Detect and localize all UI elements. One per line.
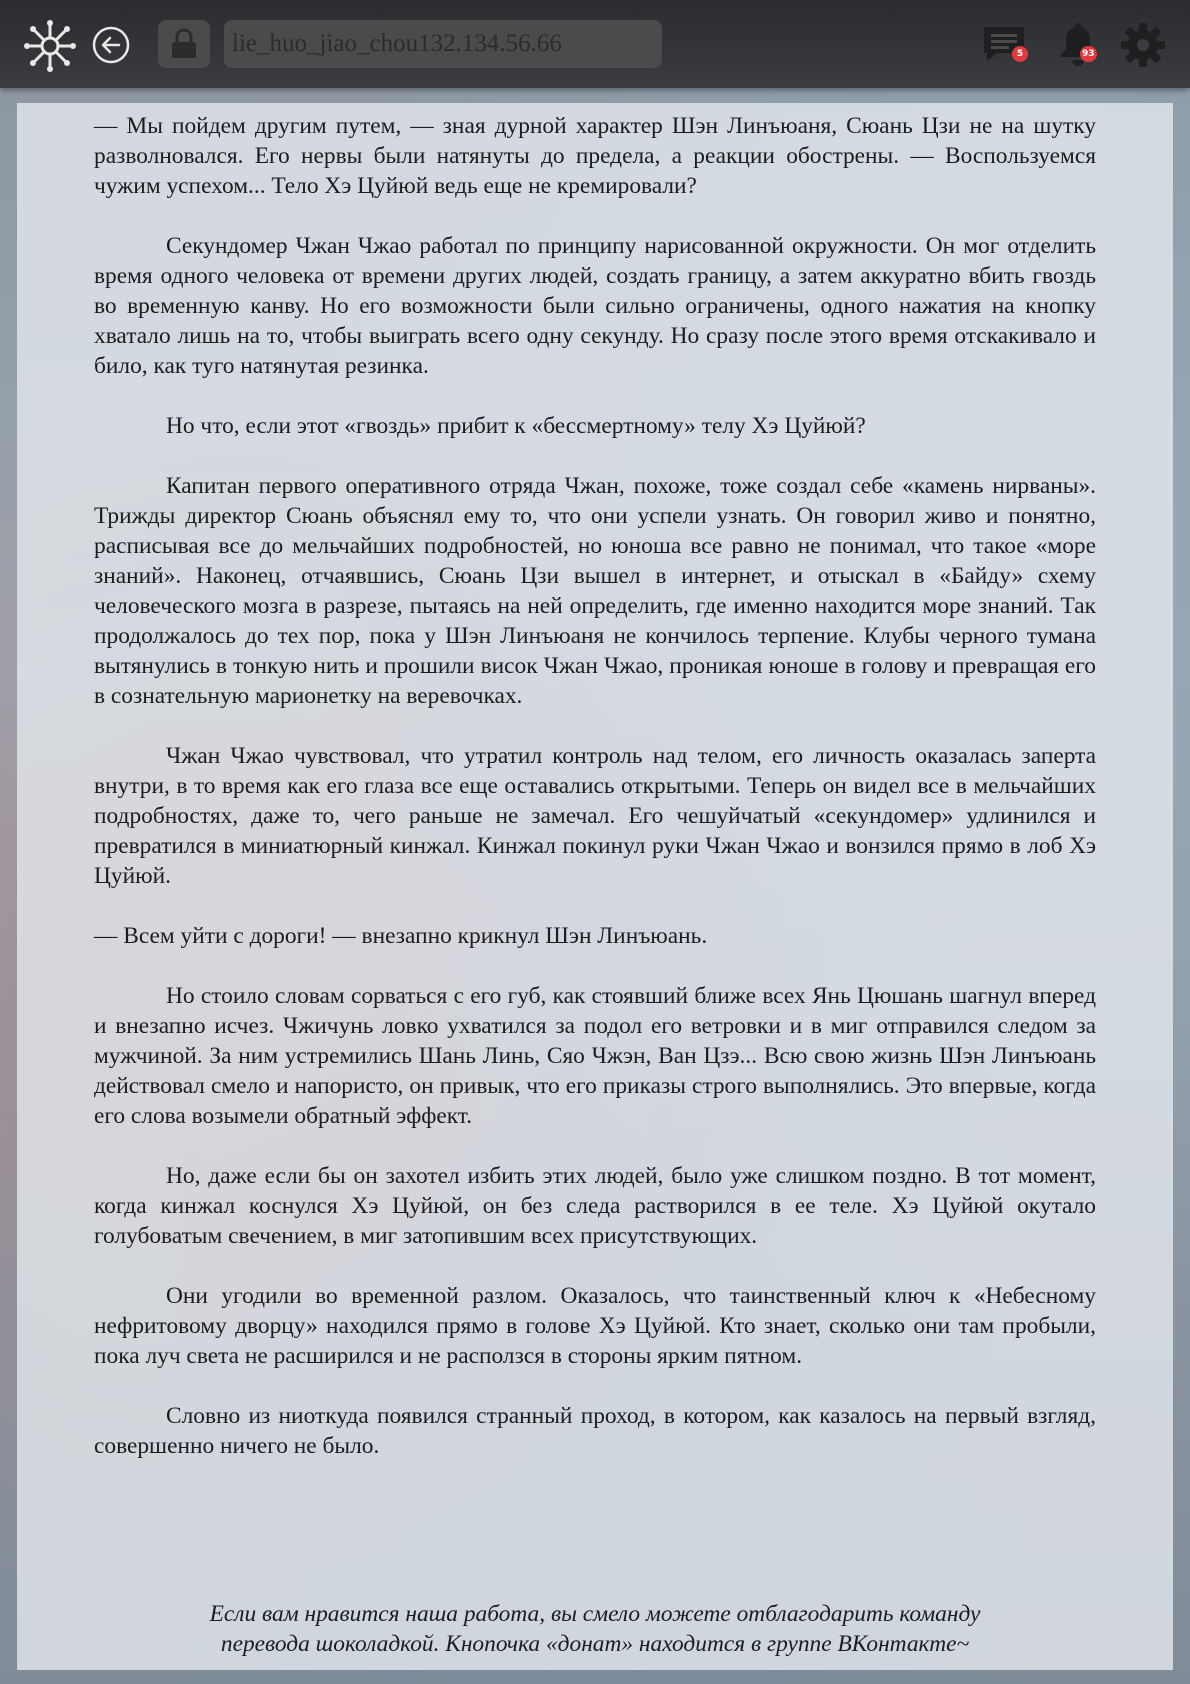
paragraph-8: Но, даже если бы он захотел избить этих людей, было уже слишком поздно. В тот момент, когда кинжал коснулся Хэ Цуйюй, он без следа растворился в ее теле. Хэ Цуйюй окутало голубоватым свечением, в миг затопившим всех присутствующих. [94,1163,1096,1249]
paragraph-10: Словно из ниоткуда появился странный проход, в котором, как казалось на первый взгляд, совершенно ничего не было. [94,1403,1096,1459]
back-arrow-icon [91,25,131,65]
paragraph-1: — Мы пойдем другим путем, — зная дурной характер Шэн Линъюаня, Сюань Цзи не на шутку разволновался. Его нервы были натянуты до предела, а реакции обострены. — Воспользуемся чужим успехом... Тело Хэ Цуйюй ведь еще не кремировали? [94,113,1096,199]
paragraph-7: Но стоило словам сорваться с его губ, как стоявший ближе всех Янь Цюшань шагнул вперед и внезапно исчез. Чжичунь ловко ухватился за подол его ветровки и в миг отправился следом за мужчиной. За ним устремились Шань Линь, Сяо Чжэн, Ван Цзэ... Всю свою жизнь Шэн Линъюань действовал смело и напористо, он привык, что его приказы строго выполнялись. Это впервые, когда его слова возымели обратный эффект. [94,983,1096,1129]
donation-note [17,1599,1173,1659]
notifications-button[interactable] [1054,18,1102,68]
address-input[interactable] [224,20,662,68]
top-toolbar [0,0,1190,88]
notification-count-badge: 93 [1080,46,1097,62]
paragraph-6: — Всем уйти с дороги! — внезапно крикнул Шэн Линъюань. [94,923,708,949]
settings-button[interactable] [1118,20,1168,70]
paragraph-4: Капитан первого оперативного отряда Чжан, похоже, тоже создал себе «камень нирваны». Трижды директор Сюань объяснял ему то, что они успели узнать. Он говорил живо и понятно, расписывая все до мельчайших подробностей, но юноша все равно не понимал, что такое «море знаний». Наконец, отчаявшись, Сюань Цзи вышел в интернет, и отыскал в «Байду» схему человеческого мозга в разрезе, пытаясь на ней определить, где именно находится море знаний. Так продолжалось до тех пор, пока у Шэн Линъюаня не кончилось терпение. Клубы черного тумана вытянулись в тонкую нить и прошили висок Чжан Чжао, проникая юноше в голову и превращая его в сознательную марионетку на веревочках. [94,473,1096,709]
paragraph-3: Но что, если этот «гвоздь» прибит к «бессмертному» телу Хэ Цуйюй? [166,413,866,439]
network-logo-icon[interactable] [22,18,78,74]
gear-icon [1120,22,1166,68]
paragraph-5: Чжан Чжао чувствовал, что утратил контроль над телом, его личность оказалась заперта внутри, в то время как его глаза все еще оставались открытыми. Теперь он видел все в мельчайших подробностях, даже то, чего раньше не замечал. Его чешуйчатый «секундомер» удлинился и превратился в миниатюрный кинжал. Кинжал покинул руки Чжан Чжао и вонзился прямо в лоб Хэ Цуйюй. [94,743,1096,889]
reader-page [17,103,1173,1670]
back-button[interactable] [90,24,132,66]
chat-count-badge: 5 [1012,46,1028,62]
address-text: lie_huo_jiao_chou132.134.56.66 [232,30,562,57]
donation-note-line-2: перевода шоколадкой. Кнопочка «донат» находится в группе ВКонтакте~ [220,1631,970,1657]
paragraph-2: Секундомер Чжан Чжао работал по принципу нарисованной окружности. Он мог отделить время одного человека от времени других людей, создать границу, а затем аккуратно вбить гвоздь во временную канву. Но его возможности были сильно ограничены, одного нажатия на кнопку хватало лишь на то, чтобы выиграть всего одну секунду. Но сразу после этого время отскакивало и било, как туго натянутая резинка. [94,233,1096,379]
paragraph-9: Они угодили во временной разлом. Оказалось, что таинственный ключ к «Небесному нефритовому дворцу» находился прямо в голове Хэ Цуйюй. Кто знает, сколько они там пробыли, пока луч света не расширился и не расползся в стороны ярким пятном. [94,1283,1096,1369]
lock-icon [169,28,199,60]
donation-note-line-1: Если вам нравится наша работа, вы смело можете отблагодарить команду [209,1601,981,1627]
lock-button[interactable] [158,20,210,68]
